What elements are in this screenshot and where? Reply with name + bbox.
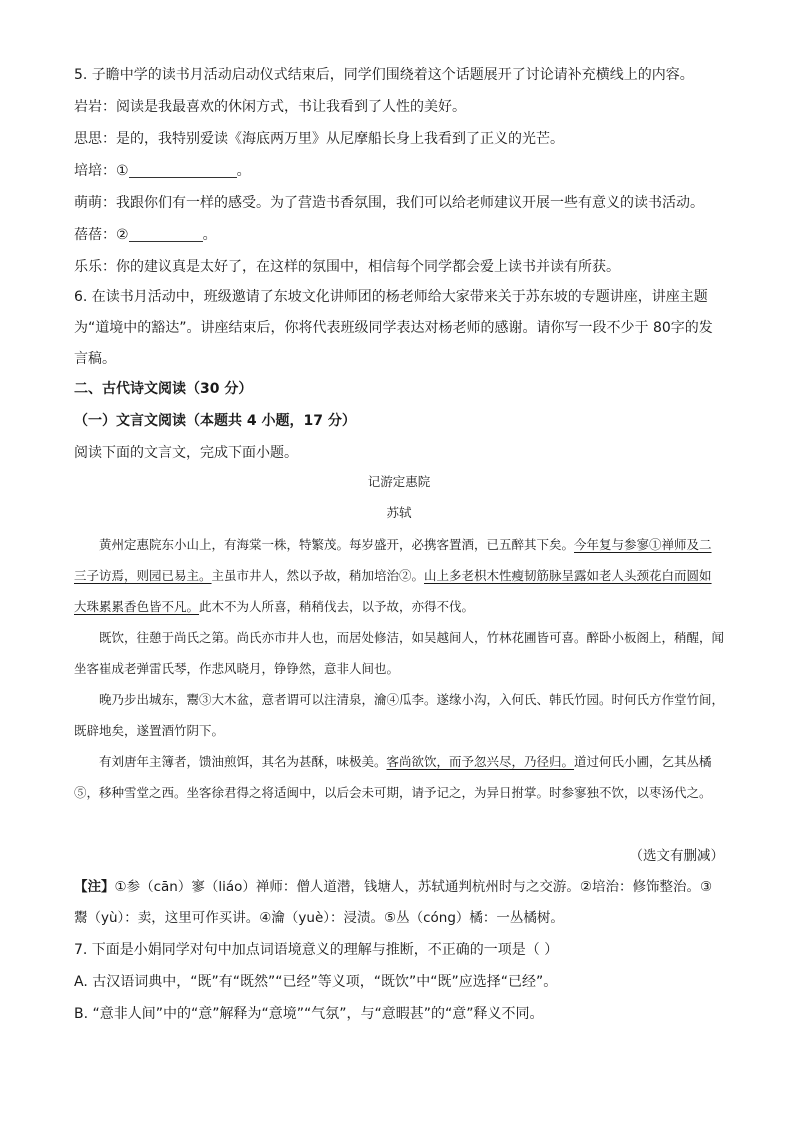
dialogue-end: 。 <box>202 227 217 243</box>
dialogue-line <box>74 219 724 251</box>
q5-stem: 5. 子瞻中学的读书月活动启动仪式结束后，同学们围绕着这个话题展开了讨论请补充横线上的内容。 <box>74 67 694 83</box>
passage-paragraph: 晚乃步出城东，鬻③大木盆，意者谓可以注清泉，瀹④瓜李。遂缘小沟，入何氏、韩氏竹园。时何氏方作堂竹间，既辟地矣，遂置酒竹阴下。 <box>74 692 725 738</box>
instructions: 阅读下面的文言文，完成下面小题。 <box>74 445 298 461</box>
subsection-title: （一）文言文阅读（本题共 4 小题，17 分） <box>74 413 356 429</box>
passage-paragraph: 既饮，往憩于尚氏之第。尚氏亦市井人也，而居处修洁，如吴越间人，竹林花圃皆可喜。醉卧小板阁上，稍醒，闻坐客崔成老弹雷氏琴，作悲风晓月，铮铮然，意非人间也。 <box>74 630 725 676</box>
passage-paragraph: 有刘唐年主簿者，馈油煎饵，其名为甚酥，味极美。客尚欲饮，而予忽兴尽，乃径归。道过何氏小圃，乞其丛橘⑤，移种雪堂之西。坐客徐君得之将适闽中，以后会未可期，请予记之，为异日拊掌。时参寥独不饮，以枣汤代之。 <box>74 754 712 800</box>
passage-title: 记游定惠院 <box>367 474 431 489</box>
annotations <box>74 872 724 934</box>
dialogue-end: 。 <box>236 163 251 179</box>
q7-stem: 7. 下面是小娟同学对句中加点词语境意义的理解与推断，不正确的一项是（ ） <box>74 942 559 958</box>
dialogue-line: 思思：是的，我特别爱读《海底两万里》从尼摩船长身上我看到了正义的光芒。 <box>74 131 564 147</box>
source-note: （选文有删减） <box>629 848 724 864</box>
notes-label: 【注】 <box>74 879 115 895</box>
dialogue-line: 乐乐：你的建议真是太好了，在这样的氛围中，相信每个同学都会爱上读书并读有所获。 <box>74 259 620 275</box>
option-a[interactable]: A. 古汉语词典中，“既”有“既然”“已经”等义项，“既饮”中“既”应选择“已经”。 <box>74 974 558 990</box>
question-6: 6. 在读书月活动中，班级邀请了东坡文化讲师团的杨老师给大家带来关于苏东坡的专题讲座，讲座主题为“道境中的豁达”。讲座结束后，你将代表班级同学表达对杨老师的感谢。请你写一段不少于 80字的发言稿。 <box>74 289 713 367</box>
dialogue-speaker-prefix: 蓓蓓：② <box>74 227 129 243</box>
underlined-sentence: 客尚欲饮，而予忽兴尽，乃径归。 <box>386 754 575 769</box>
answer-blank-2[interactable] <box>129 223 203 242</box>
underlined-sentence: 今年复与参寥①禅师及二三子访焉，则园已易主。 <box>74 537 712 583</box>
answer-blank-1[interactable] <box>129 159 237 178</box>
dialogue-line: 萌萌：我跟你们有一样的感受。为了营造书香氛围，我们可以给老师建议开展一些有意义的读书活动。 <box>74 195 704 211</box>
dialogue-speaker-prefix: 培培：① <box>74 163 129 179</box>
question-5 <box>74 59 724 283</box>
underlined-sentence: 山上多老枳木性瘦韧筋脉呈露如老人头颈花白而圆如大珠累累香色皆不凡。 <box>74 568 712 614</box>
passage-author: 苏轼 <box>386 505 412 520</box>
section-2 <box>74 373 724 469</box>
classical-passage <box>74 529 724 808</box>
dialogue-line: 岩岩：阅读是我最喜欢的休闲方式，书让我看到了人性的美好。 <box>74 99 466 115</box>
option-b[interactable]: B. “意非人间”中的“意”解释为“意境”“气氛”，与“意暇甚”的“意”释义不同。 <box>74 1006 544 1022</box>
section-title: 二、古代诗文阅读（30 分） <box>74 381 253 397</box>
dialogue-line <box>74 155 724 187</box>
passage-paragraph: 黄州定惠院东小山上，有海棠一株，特繁茂。每岁盛开，必携客置酒，已五醉其下矣。今年复与参寥①禅师及二三子访焉，则园已易主。主虽市井人，然以予故，稍加培治②。山上多老枳木性瘦韧筋脉呈露如老人头颈花白而圆如大珠累累香色皆不凡。此木不为人所喜，稍稍伐去，以予故，亦得不伐。 <box>74 537 712 614</box>
question-7 <box>74 934 724 1030</box>
notes-text: ①参（cān）寥（liáo）禅师：僧人道潜，钱塘人，苏轼通判杭州时与之交游。②培治：修饰整治。③鬻（yù）：卖，这里可作买讲。④瀹（yuè）：浸渍。⑤丛（cóng）橘：一丛橘树。 <box>74 879 713 926</box>
